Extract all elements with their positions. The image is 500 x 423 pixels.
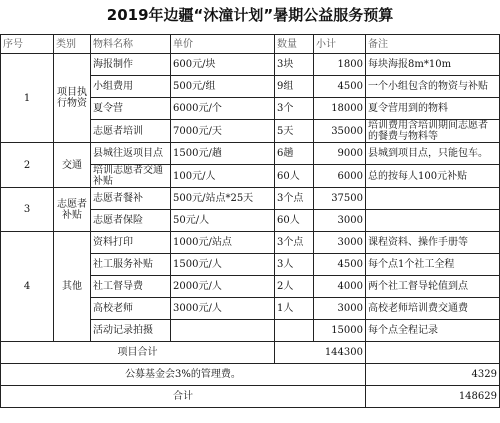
header-no: 序号: [1, 35, 54, 54]
item-name: 县城往返项目点: [91, 143, 171, 165]
item-note: 课程资料、操作手册等: [366, 232, 500, 254]
header-item: 物料名称: [91, 35, 171, 54]
item-qty: 3个点: [275, 188, 314, 210]
budget-table: [0, 34, 500, 408]
item-name: 资料打印: [91, 232, 171, 254]
item-note: [366, 210, 500, 232]
item-name: 社工服务补贴: [91, 254, 171, 276]
table-row: [1, 54, 500, 76]
item-qty: 60人: [275, 210, 314, 232]
item-subtotal: 37500: [314, 188, 366, 210]
item-subtotal: 35000: [314, 120, 366, 143]
item-qty: 3个点: [275, 232, 314, 254]
item-name: 志愿者培训: [91, 120, 171, 143]
item-name: 志愿者保险: [91, 210, 171, 232]
item-subtotal: 1800: [314, 54, 366, 76]
item-qty: 5天: [275, 120, 314, 143]
item-subtotal: 4500: [314, 76, 366, 98]
item-subtotal: 6000: [314, 165, 366, 188]
page-title: 2019年边疆“沐潼计划”暑期公益服务预算: [106, 6, 394, 24]
item-price: 600元/块: [171, 54, 275, 76]
item-subtotal: 4500: [314, 254, 366, 276]
item-note: 培训费用含培训期间志愿者的餐费与物料等: [366, 120, 500, 143]
item-note: [366, 188, 500, 210]
table-row: [1, 188, 500, 210]
fee-value: 4329: [366, 364, 500, 386]
project-total-note: [366, 342, 500, 364]
item-subtotal: 3000: [314, 232, 366, 254]
group-number: 1: [1, 54, 54, 143]
item-price: 3000元/人: [171, 298, 275, 320]
item-note: 高校老师培训费交通费: [366, 298, 500, 320]
item-name: 社工督导费: [91, 276, 171, 298]
header-row: [1, 35, 500, 54]
item-price: 6000元/个: [171, 98, 275, 120]
item-subtotal: 18000: [314, 98, 366, 120]
item-note: 每个点1个社工全程: [366, 254, 500, 276]
item-name: 海报制作: [91, 54, 171, 76]
header-subtotal: 小计: [314, 35, 366, 54]
item-subtotal: 4000: [314, 276, 366, 298]
item-price: 500元/站点*25天: [171, 188, 275, 210]
item-name: 小组费用: [91, 76, 171, 98]
item-subtotal: 9000: [314, 143, 366, 165]
item-note: 两个社工督导轮值到点: [366, 276, 500, 298]
header-category: 类别: [54, 35, 91, 54]
item-subtotal: 3000: [314, 298, 366, 320]
item-name: 志愿者餐补: [91, 188, 171, 210]
item-qty: 9组: [275, 76, 314, 98]
item-qty: 3人: [275, 254, 314, 276]
group-category: 交通: [54, 143, 91, 188]
item-name: 培训志愿者交通补贴: [91, 165, 171, 188]
project-total-label: 项目合计: [1, 342, 275, 364]
group-number: 4: [1, 232, 54, 342]
grand-total-value: 148629: [366, 386, 500, 408]
item-qty: 60人: [275, 165, 314, 188]
item-name: 高校老师: [91, 298, 171, 320]
item-name: 活动记录拍摄: [91, 320, 171, 342]
item-qty: 1人: [275, 298, 314, 320]
group-number: 2: [1, 143, 54, 188]
group-category: 志愿者补贴: [54, 188, 91, 232]
item-price: 500元/组: [171, 76, 275, 98]
item-price: 50元/人: [171, 210, 275, 232]
grand-total-row: [1, 386, 500, 408]
item-price: 1500元/人: [171, 254, 275, 276]
item-qty: 6趟: [275, 143, 314, 165]
fee-label: 公募基金会3%的管理费。: [1, 364, 366, 386]
header-note: 备注: [366, 35, 500, 54]
group-number: 3: [1, 188, 54, 232]
header-qty: 数量: [275, 35, 314, 54]
item-subtotal: 3000: [314, 210, 366, 232]
item-note: 夏令营用到的物料: [366, 98, 500, 120]
project-total-value: 144300: [275, 342, 366, 364]
item-note: 总的按每人100元补贴: [366, 165, 500, 188]
item-qty: 3个: [275, 98, 314, 120]
item-qty: [275, 320, 314, 342]
group-category: 项目执行物资: [54, 54, 91, 143]
item-qty: 2人: [275, 276, 314, 298]
item-price: 2000元/人: [171, 276, 275, 298]
header-price: 单价: [171, 35, 275, 54]
group-category: 其他: [54, 232, 91, 342]
item-qty: 3块: [275, 54, 314, 76]
item-price: 100元/人: [171, 165, 275, 188]
item-subtotal: 15000: [314, 320, 366, 342]
project-total-row: [1, 342, 500, 364]
table-row: [1, 232, 500, 254]
table-row: [1, 143, 500, 165]
grand-total-label: 合计: [1, 386, 366, 408]
item-name: 夏令营: [91, 98, 171, 120]
fee-row: [1, 364, 500, 386]
item-price: 1000元/站点: [171, 232, 275, 254]
item-note: 一个小组包含的物资与补贴: [366, 76, 500, 98]
item-price: 7000元/天: [171, 120, 275, 143]
item-note: 每块海报8m*10m: [366, 54, 500, 76]
item-note: 县城到项目点，只能包车。: [366, 143, 500, 165]
item-price: 1500元/趟: [171, 143, 275, 165]
item-note: 每个点全程记录: [366, 320, 500, 342]
item-price: [171, 320, 275, 342]
